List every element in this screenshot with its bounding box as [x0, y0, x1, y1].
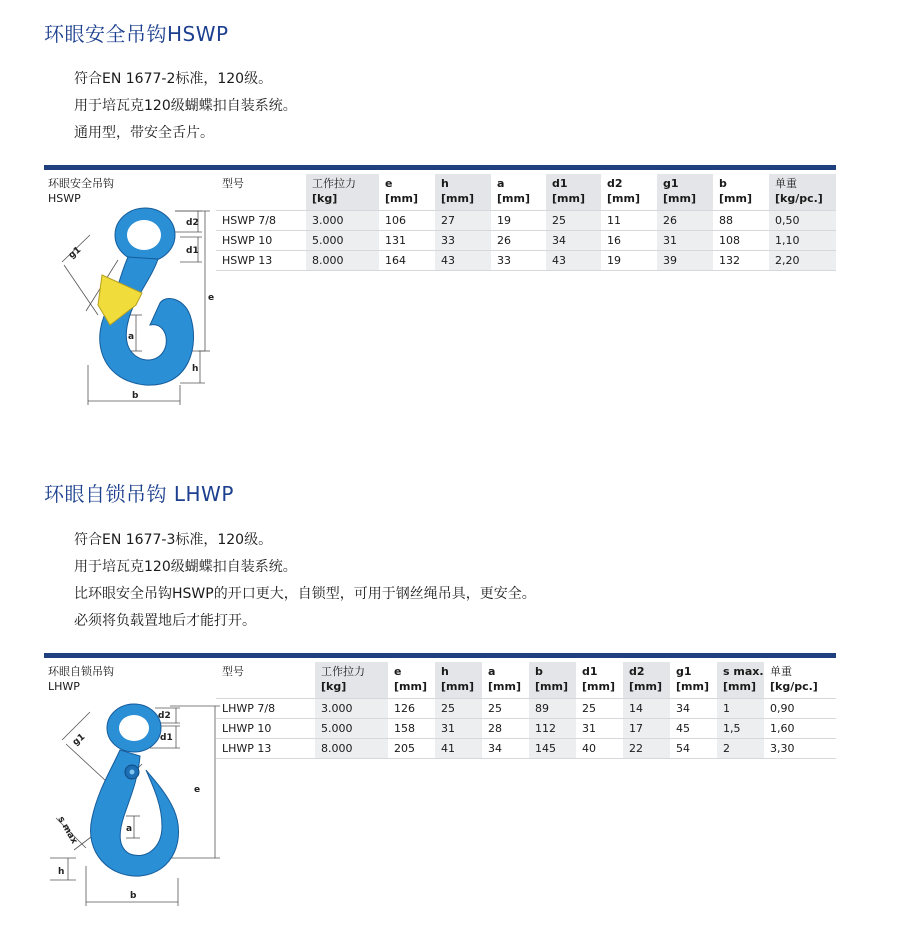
header-cell: b [mm]: [719, 177, 752, 205]
table-cell: 54: [676, 742, 690, 755]
table-cell: 88: [719, 214, 733, 227]
header-cell: s max. [mm]: [717, 662, 764, 698]
header-cell: d2 [mm]: [607, 177, 640, 205]
table-cell: LHWP 13: [222, 742, 272, 755]
dim-label: b: [130, 891, 137, 901]
spec-table: [216, 174, 836, 271]
table-cell: 22: [623, 739, 670, 758]
header-cell: 单重 [kg/pc.]: [770, 665, 818, 693]
dim-label: e: [208, 293, 215, 303]
dim-label: s max: [55, 815, 79, 846]
table-top-rule: [44, 165, 836, 170]
table-cell: 3,30: [770, 742, 795, 755]
dim-label: g1: [67, 245, 84, 261]
table-cell: 1,10: [769, 231, 836, 250]
table-cell: 0,50: [769, 211, 836, 230]
table-cell: LHWP 10: [222, 722, 272, 735]
table-top-rule: [44, 653, 836, 658]
table-cell: 27: [435, 211, 491, 230]
table-cell: 25: [582, 702, 596, 715]
table-cell: 8.000: [306, 251, 379, 270]
table-cell: 5.000: [315, 719, 388, 738]
table-body: [216, 210, 836, 271]
header-cell: 型号: [222, 177, 244, 190]
header-cell: h [mm]: [435, 662, 482, 698]
table-cell: 1: [717, 699, 764, 718]
table-cell: 25: [488, 702, 502, 715]
dim-label: d1: [160, 733, 173, 743]
table-cell: 34: [488, 742, 502, 755]
table-cell: 132: [719, 254, 740, 267]
table-cell: HSWP 10: [222, 234, 273, 247]
header-cell: d2 [mm]: [623, 662, 670, 698]
table-row: [216, 718, 836, 738]
table-body: [216, 698, 836, 759]
table-cell: 205: [394, 742, 415, 755]
table-cell: 106: [385, 214, 406, 227]
table-row: [216, 250, 836, 271]
table-cell: 26: [657, 211, 713, 230]
dim-label: d2: [186, 218, 199, 228]
table-cell: LHWP 7/8: [222, 702, 276, 715]
description-line: 符合EN 1677-2标准，120级。: [74, 71, 273, 87]
table-cell: 14: [623, 699, 670, 718]
description-line: 通用型，带安全舌片。: [74, 125, 214, 141]
table-cell: 25: [546, 211, 601, 230]
product-name: [48, 176, 114, 206]
header-cell: 单重 [kg/pc.]: [769, 174, 836, 210]
description-line: 符合EN 1677-3标准，120级。: [74, 532, 273, 548]
dim-label: a: [126, 824, 133, 834]
section-title: 环眼自锁吊钩 LHWP: [44, 482, 234, 506]
table-cell: HSWP 7/8: [222, 214, 276, 227]
table-cell: 11: [607, 214, 621, 227]
table-cell: 158: [394, 722, 415, 735]
table-cell: 41: [435, 739, 482, 758]
table-cell: 26: [497, 234, 511, 247]
table-cell: 126: [394, 702, 415, 715]
table-cell: 0,90: [770, 702, 795, 715]
table-cell: 112: [529, 719, 576, 738]
table-cell: 31: [582, 722, 596, 735]
table-cell: 3.000: [315, 699, 388, 718]
table-cell: 8.000: [315, 739, 388, 758]
table-cell: 33: [497, 254, 511, 267]
table-row: [216, 698, 836, 718]
dim-label: h: [58, 867, 65, 877]
description-line: 用于培瓦克120级蝴蝶扣自装系统。: [74, 98, 297, 114]
dim-label: g1: [71, 732, 88, 748]
table-cell: 145: [529, 739, 576, 758]
table-cell: 3.000: [306, 211, 379, 230]
description: [74, 66, 297, 147]
dim-label: e: [194, 785, 201, 795]
dim-label: d2: [158, 711, 171, 721]
dim-label: d1: [186, 246, 199, 256]
table-row: [216, 210, 836, 230]
header-cell: d1 [mm]: [582, 665, 615, 693]
table-cell: 131: [385, 234, 406, 247]
description-line: 必须将负载置地后才能打开。: [74, 613, 256, 629]
table-cell: 164: [385, 254, 406, 267]
header-cell: 工作拉力 [kg]: [306, 174, 379, 210]
table-cell: 43: [435, 251, 491, 270]
table-cell: 25: [435, 699, 482, 718]
table-header-row: [216, 662, 836, 698]
spec-table: [216, 662, 836, 759]
table-header-row: [216, 174, 836, 210]
table-cell: 19: [607, 254, 621, 267]
table-cell: 1,5: [717, 719, 764, 738]
table-row: [216, 738, 836, 759]
header-cell: 型号: [222, 665, 244, 678]
table-cell: 19: [497, 214, 511, 227]
header-cell: a [mm]: [497, 177, 530, 205]
table-cell: 45: [676, 722, 690, 735]
dim-label: a: [128, 332, 135, 342]
table-cell: 2,20: [769, 251, 836, 270]
table-row: [216, 230, 836, 250]
table-cell: 1,60: [770, 722, 795, 735]
table-cell: 43: [546, 251, 601, 270]
header-cell: b [mm]: [529, 662, 576, 698]
dim-label: h: [192, 364, 199, 374]
product-name: [48, 664, 114, 694]
table-cell: 34: [546, 231, 601, 250]
header-cell: e [mm]: [394, 665, 427, 693]
table-cell: 31: [435, 719, 482, 738]
header-cell: e [mm]: [385, 177, 418, 205]
table-cell: 34: [676, 702, 690, 715]
table-cell: 40: [582, 742, 596, 755]
header-cell: h [mm]: [435, 174, 491, 210]
table-cell: HSWP 13: [222, 254, 273, 267]
table-cell: 28: [488, 722, 502, 735]
lhwp-hook-drawing: [50, 698, 220, 913]
product-name-cn: 环眼安全吊钩: [48, 177, 114, 190]
table-cell: 31: [657, 231, 713, 250]
dim-label: b: [132, 391, 139, 401]
table-cell: 16: [607, 234, 621, 247]
header-cell: g1 [mm]: [676, 665, 709, 693]
hswp-hook-drawing: [50, 205, 220, 415]
table-cell: 33: [435, 231, 491, 250]
table-cell: 17: [623, 719, 670, 738]
product-name-en: LHWP: [48, 680, 80, 693]
table-cell: 39: [657, 251, 713, 270]
table-cell: 5.000: [306, 231, 379, 250]
table-cell: 2: [717, 739, 764, 758]
product-name-en: HSWP: [48, 192, 81, 205]
header-cell: d1 [mm]: [546, 174, 601, 210]
description: [74, 527, 536, 635]
section-title: 环眼安全吊钩HSWP: [44, 22, 229, 46]
table-cell: 108: [719, 234, 740, 247]
header-cell: g1 [mm]: [657, 174, 713, 210]
table-cell: 89: [529, 699, 576, 718]
description-line: 比环眼安全吊钩HSWP的开口更大，自锁型，可用于钢丝绳吊具，更安全。: [74, 586, 536, 602]
product-name-cn: 环眼自锁吊钩: [48, 665, 114, 678]
header-cell: a [mm]: [488, 665, 521, 693]
description-line: 用于培瓦克120级蝴蝶扣自装系统。: [74, 559, 297, 575]
header-cell: 工作拉力 [kg]: [315, 662, 388, 698]
